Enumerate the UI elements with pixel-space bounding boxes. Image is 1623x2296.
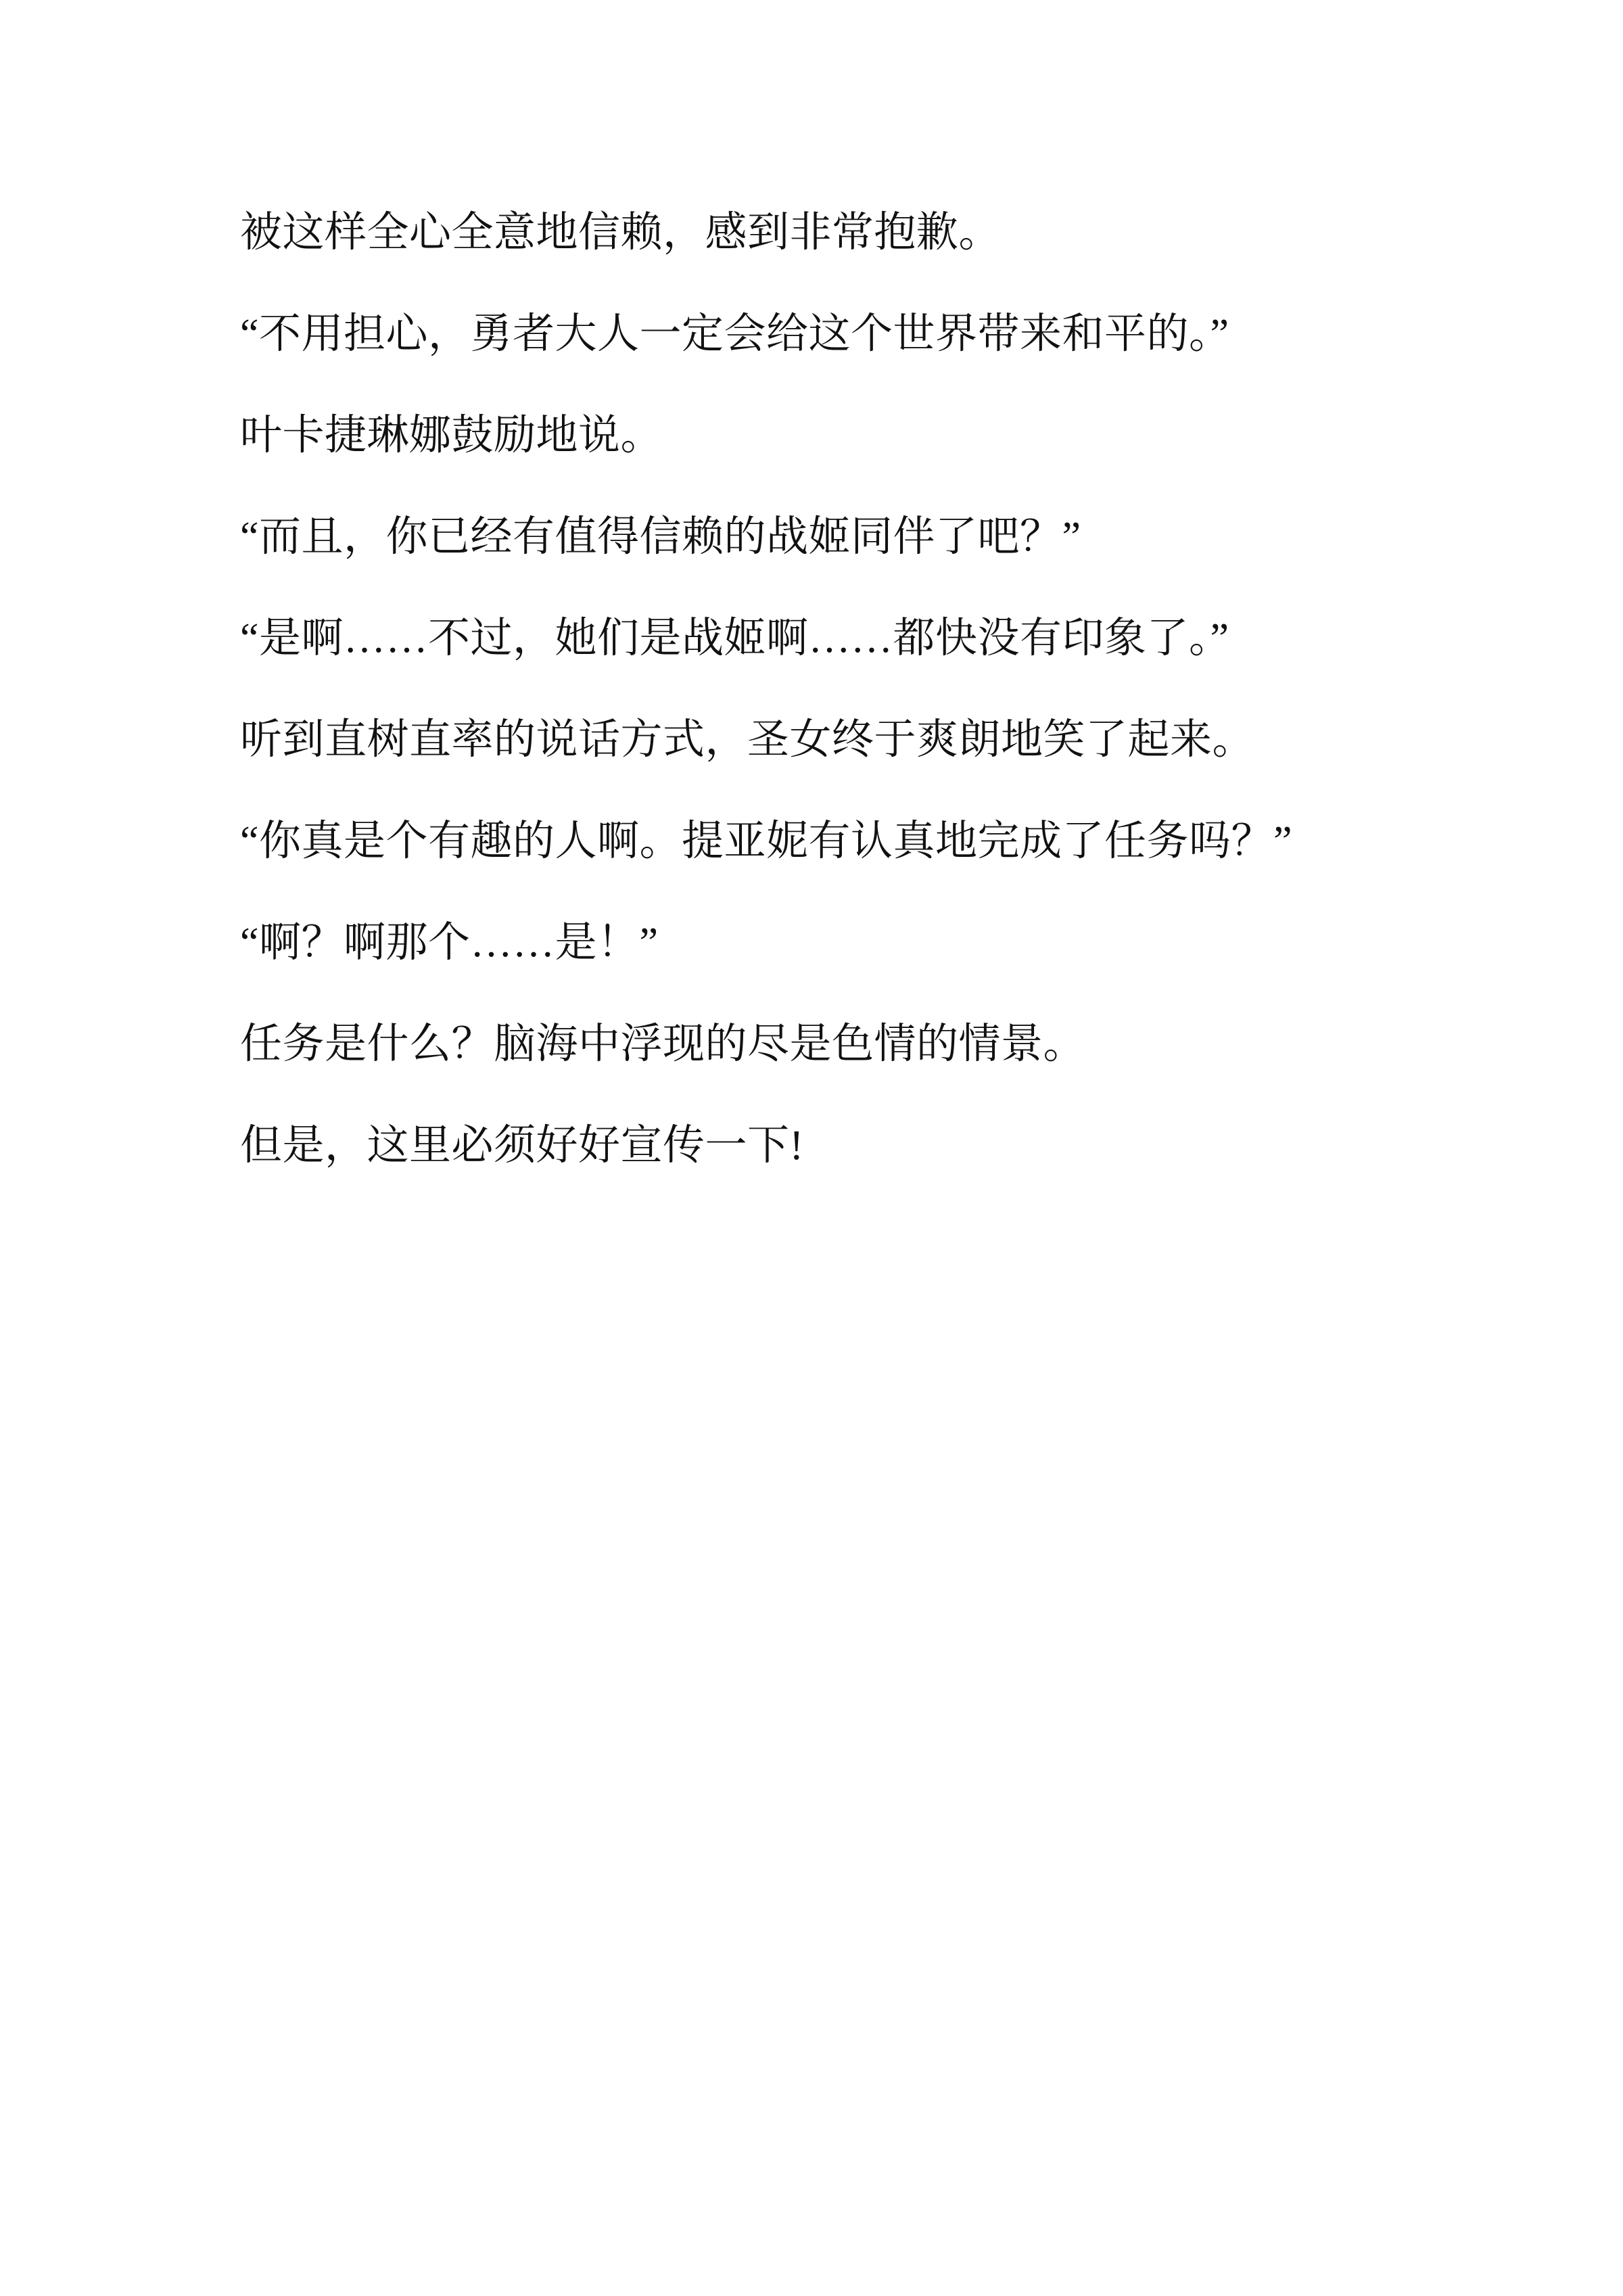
paragraph: “是啊……不过，她们是战姬啊……都快没有印象了。”: [240, 615, 1229, 662]
paragraph: 被这样全心全意地信赖，感到非常抱歉。: [240, 210, 1002, 256]
paragraph: “啊？啊那个……是！”: [240, 920, 659, 966]
paragraph: “不用担心，勇者大人一定会给这个世界带来和平的。”: [240, 311, 1229, 358]
document-body: [240, 203, 1400, 1175]
paragraph: “而且，你已经有值得信赖的战姬同伴了吧？”: [240, 514, 1081, 561]
paragraph: 听到直树直率的说话方式，圣女终于爽朗地笑了起来。: [240, 717, 1255, 764]
paragraph: “你真是个有趣的人啊。提亚妮有认真地完成了任务吗？”: [240, 818, 1293, 865]
paragraph: 任务是什么？脑海中浮现的尽是色情的情景。: [240, 1021, 1086, 1068]
paragraph: 叶卡捷琳娜鼓励地说。: [240, 413, 663, 459]
paragraph: 但是，这里必须好好宣传一下!: [240, 1123, 804, 1169]
